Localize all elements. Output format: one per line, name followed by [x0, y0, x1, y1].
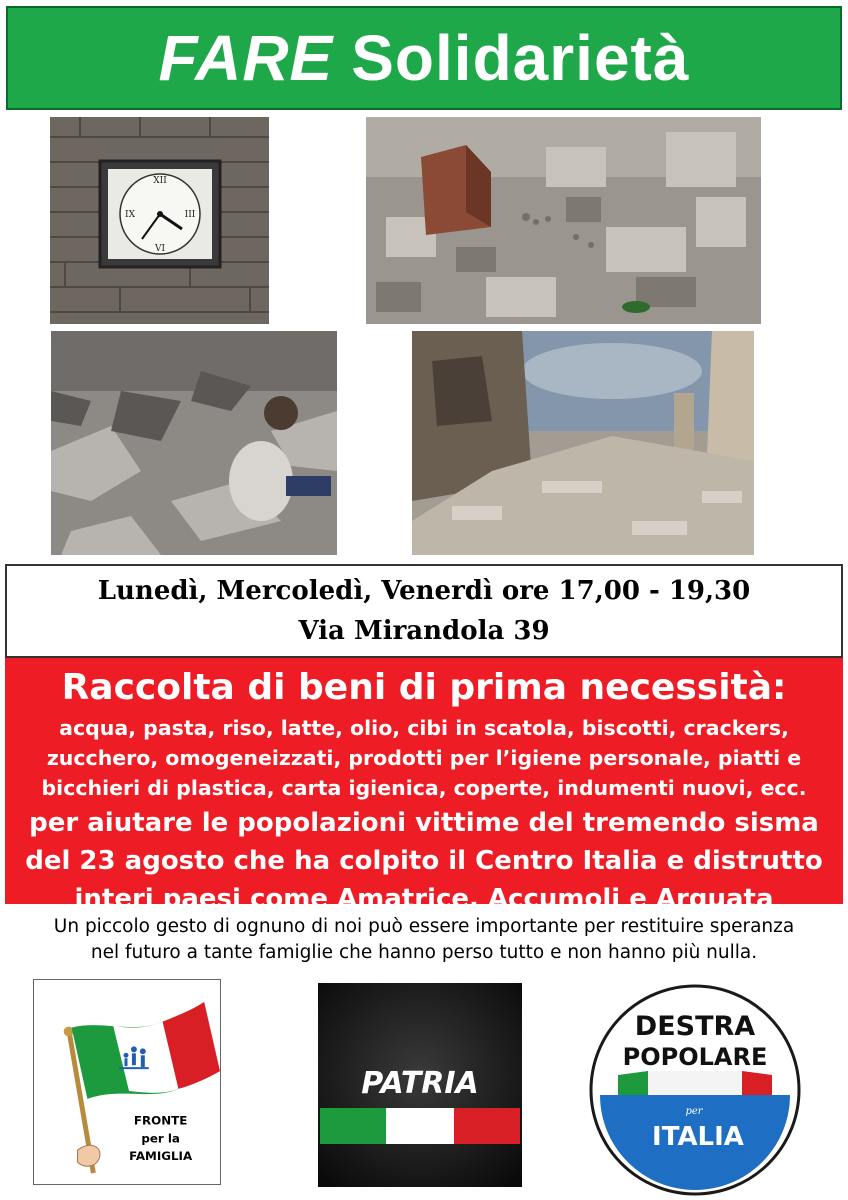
title-emphasis: FARE	[158, 22, 334, 94]
footnote	[5, 914, 843, 966]
footnote-line-1: Un piccolo gesto di ognuno di noi può essere importante per restituire speranza	[53, 916, 795, 937]
man-in-rubble-photo	[51, 331, 337, 555]
patria-logo	[318, 983, 522, 1187]
collapsed-buildings-photo	[412, 331, 754, 555]
destra-line-2: POPOLARE	[622, 1043, 768, 1071]
svg-text:VI: VI	[154, 244, 166, 254]
footnote-line-2: nel futuro a tante famiglie che hanno perso tutto e non hanno più nulla.	[90, 942, 758, 963]
address: Via Mirandola 39	[298, 616, 550, 646]
svg-text:III: III	[184, 210, 196, 220]
schedule-box	[5, 564, 843, 658]
fronte-line-3: FAMIGLIA	[129, 1149, 193, 1164]
items-line-2: zucchero, omogeneizzati, prodotti per l’igiene personale, piatti e	[46, 746, 802, 770]
fronte-famiglia-logo	[33, 979, 221, 1185]
clock-tower-photo	[50, 117, 269, 324]
aerial-rubble-photo	[366, 117, 761, 324]
title-banner	[6, 6, 842, 110]
page-title	[159, 21, 690, 95]
items-line-1: acqua, pasta, riso, latte, olio, cibi in scatola, biscotti, crackers,	[59, 716, 789, 740]
destra-line-3: ITALIA	[652, 1122, 744, 1152]
destra-popolare-logo	[588, 983, 802, 1197]
fronte-line-2: per la	[141, 1131, 180, 1146]
destra-line-1: DESTRA	[634, 1011, 756, 1042]
patria-label: PATRIA	[361, 1066, 479, 1101]
svg-text:XII: XII	[153, 176, 167, 186]
title-rest: Solidarietà	[351, 22, 690, 94]
cause-line-1: per aiutare le popolazioni vittime del tremendo sisma	[29, 808, 819, 838]
items-line-3: bicchieri di plastica, carta igienica, coperte, indumenti nuovi, ecc.	[41, 776, 807, 800]
cause-line-2: del 23 agosto che ha colpito il Centro Italia e distrutto	[25, 846, 823, 876]
destra-per: per	[685, 1106, 703, 1117]
svg-text:IX: IX	[125, 210, 135, 220]
opening-hours: Lunedì, Mercoledì, Venerdì ore 17,00 - 19,30	[97, 576, 751, 606]
cause-line-3: interi paesi come Amatrice, Accumoli e Arquata	[74, 884, 774, 914]
appeal-title: Raccolta di beni di prima necessità:	[61, 667, 787, 708]
appeal-box	[5, 658, 843, 914]
fronte-line-1: FRONTE	[133, 1113, 188, 1128]
